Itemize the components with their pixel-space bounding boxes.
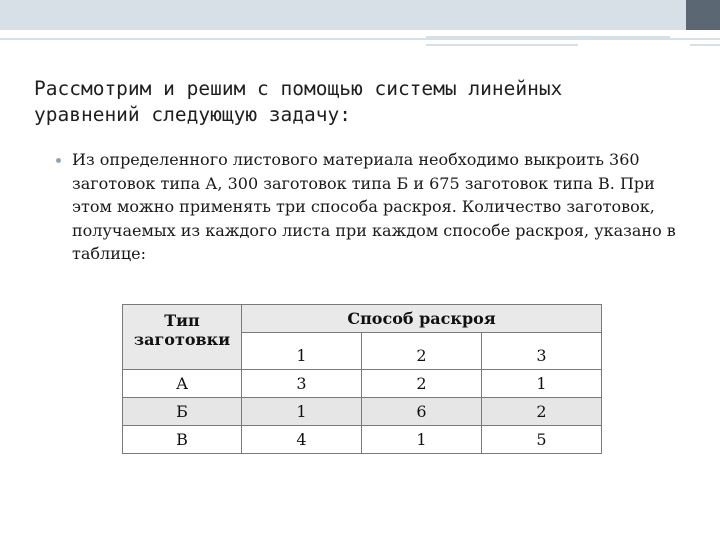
- top-decor-bar: [0, 0, 720, 30]
- slide-title: Рассмотрим и решим с помощью системы линейных уравнений следующую задачу:: [34, 77, 563, 126]
- value-cell: 1: [481, 370, 601, 398]
- value-cell: 2: [481, 398, 601, 426]
- cutting-table: [122, 304, 602, 454]
- method-number-cell: 2: [361, 333, 481, 370]
- table-row: [123, 370, 602, 398]
- value-cell: 3: [242, 370, 362, 398]
- value-cell: 6: [361, 398, 481, 426]
- type-header-cell: Тип заготовки: [123, 305, 242, 370]
- decor-rule: [426, 44, 578, 46]
- value-cell: 5: [481, 426, 601, 454]
- decor-rule: [426, 36, 670, 39]
- top-bar-light-segment: [0, 0, 686, 30]
- table-row: [123, 398, 602, 426]
- value-cell: 4: [242, 426, 362, 454]
- bullet-text: Из определенного листового материала необходимо выкроить 360 заготовок типа А, 300 заготовок типа Б и 675 заготовок типа В. При этом можно применять три способа раскроя. Количество заготовок, получаемых из каждого листа при каждом способе раскроя, указано в таблице:: [72, 150, 676, 263]
- value-cell: 2: [361, 370, 481, 398]
- value-cell: 1: [242, 398, 362, 426]
- table-header-row: [123, 305, 602, 333]
- table-row: [123, 426, 602, 454]
- top-bar-dark-segment: [686, 0, 720, 30]
- decor-rule: [690, 44, 720, 46]
- method-number-cell: 1: [242, 333, 362, 370]
- bullet-icon: [56, 158, 61, 163]
- value-cell: 1: [361, 426, 481, 454]
- type-cell: Б: [123, 398, 242, 426]
- method-number-cell: 3: [481, 333, 601, 370]
- type-cell: А: [123, 370, 242, 398]
- method-header-cell: Способ раскроя: [242, 305, 602, 333]
- type-cell: В: [123, 426, 242, 454]
